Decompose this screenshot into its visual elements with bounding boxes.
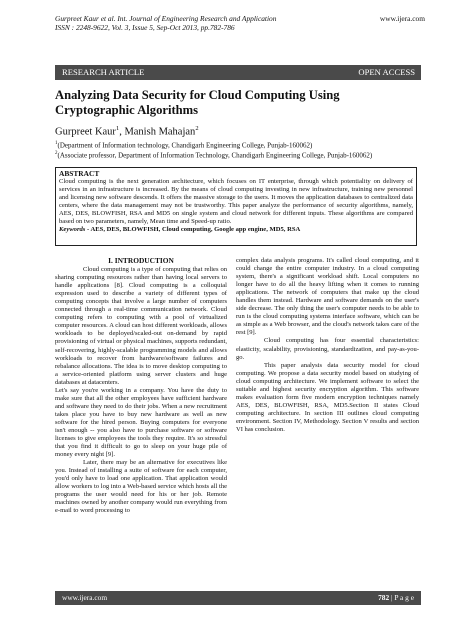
journal-citation: Gurpreet Kaur et al. Int. Journal of Engineering Research and Application xyxy=(55,14,277,23)
affiliation-text: (Department of Information technology, Chandigarh Engineering College, Punjab-160062) xyxy=(57,141,313,150)
open-access-label: OPEN ACCESS xyxy=(358,67,415,77)
paragraph: complex data analysis programs. It's called cloud computing, and it could change the entire computer industry. In a cloud computing system, there's a significant workload shift. Local computers no longer have to do all the heavy lifting when it comes to running applications. The network of computers that make up the cloud handles them instead. Hardware and software demands on the user's side decrease. The only thing the user's computer needs to be able to run is the cloud computing systems interface software, which can be as simple as a Web browser, and the cloud's network takes care of the rest [9]. xyxy=(236,257,419,337)
affiliation-2 xyxy=(55,149,435,160)
article-type-label: RESEARCH ARTICLE xyxy=(62,67,145,77)
affiliation-mark: 1 xyxy=(55,141,58,146)
paragraph: Cloud computing has four essential characteristics: elasticity, scalability, provisioning, standardization, and pay-as-you-go. xyxy=(236,337,419,361)
author-separator: , xyxy=(119,126,125,138)
affiliation-text: (Associate professor, Department of Information Technology, Chandigarh Engineering College, Punjab-160062) xyxy=(57,151,373,160)
author-affiliation-mark: 2 xyxy=(195,125,199,132)
page-number: 782 xyxy=(378,593,390,602)
author-name: Manish Mahajan xyxy=(124,126,196,138)
author-list xyxy=(55,125,199,138)
left-column xyxy=(55,257,227,516)
journal-website-link[interactable]: www.ijera.com xyxy=(379,14,425,23)
abstract-box xyxy=(55,167,417,246)
paper-title: Analyzing Data Security for Cloud Computing Using Cryptographic Algorithms xyxy=(55,88,340,117)
journal-header xyxy=(55,14,425,32)
section-heading: I. INTRODUCTION xyxy=(108,256,174,265)
affiliation-mark: 2 xyxy=(55,151,58,156)
author-affiliation-mark: 1 xyxy=(115,125,120,132)
paragraph: Later, there may be an alternative for executives like you. Instead of installing a suite of software for each computer, you'd only have to load one application. That application would allow workers to log into a Web-based service which hosts all the programs the user would need for his or her job. Remote machines owned by another company would run everything from e-mail to word processing to xyxy=(55,459,227,515)
paragraph: Let's say you're working in a company. You have the duty to make sure that all the other employees have sufficient hardware and software they need to do their jobs. When a new recruitment takes place you have to buy new hardware as well as new software for the hired person. Buying computers for everyone isn't enough -- you also have to purchase software or software licenses to give employees the tools they require. It's so stressful that you find it difficult to go to sleep on your huge pile of money every night [9]. xyxy=(55,386,227,459)
abstract-body: Cloud computing is the next generation architecture, which focuses on IT enterprise, through which potentiality on delivery of services in an infrastructure is increased. By the means of cloud computing investing in new infrastructure, training new personnel and licensing new software descends. It offers the massive storage to the users. It moves the application databases to centralized data centers, where the data management may not be trustworthy. This paper analyze the performance of security algorithms, namely, AES, DES, BLOWFISH, RSA and MD5 on single system and cloud network for different inputs. These algorithms are compared based on two parameters, namely, Mean time and Speed-up ratio. xyxy=(59,178,413,225)
page-number-label xyxy=(378,593,414,602)
right-column xyxy=(236,257,419,434)
paragraph: This paper analysis data security model for cloud computing. We propose a data security model based on studying of cloud computing architecture. We implement software to select the suitable and highest security encryption algorithm. This software makes evaluation form five modern encryption techniques namely AES, DES, BLOWFISH, RSA, MD5.Section II states Cloud computing architecture. In section III outlines cloud computing environment. Section IV, Methodology. Section V results and section VI has conclusion. xyxy=(236,361,419,433)
keywords-list: - AES, DES, BLOWFISH, Cloud computing, Google app engine, MD5, RSA xyxy=(85,226,301,233)
abstract-heading: ABSTRACT xyxy=(59,169,100,178)
keywords-label: Keywords xyxy=(59,226,86,233)
article-banner xyxy=(55,65,421,80)
keywords-line xyxy=(59,226,413,234)
page-footer xyxy=(55,591,421,605)
paragraph: Cloud computing is a type of computing that relies on sharing computing resources rather than having local servers to handle applications [8]. Cloud computing is a colloquial expression used to describe a variety of different types of computing concepts that involve a large number of computers connected through a real-time communication network. Cloud computing refers to computing with a pool of virtualized computer resources. A cloud can host different workloads, allows workloads to be deployed/scaled-out on-demand by rapid provisioning of virtual or physical machines, supports redundant, self-recovering, highly-scalable programming models and allows workloads to recover from hardware/software failures and rebalance allocations. The idea is to move desktop computing to a service-oriented platform using server clusters and huge databases at datacenters. xyxy=(55,266,227,386)
page-label: | P a g e xyxy=(389,593,414,602)
footer-website-link[interactable]: www.ijera.com xyxy=(62,593,108,602)
author-name: Gurpreet Kaur xyxy=(55,126,116,138)
journal-issn: ISSN : 2248-9622, Vol. 3, Issue 5, Sep-Oct 2013, pp.782-786 xyxy=(55,23,235,32)
